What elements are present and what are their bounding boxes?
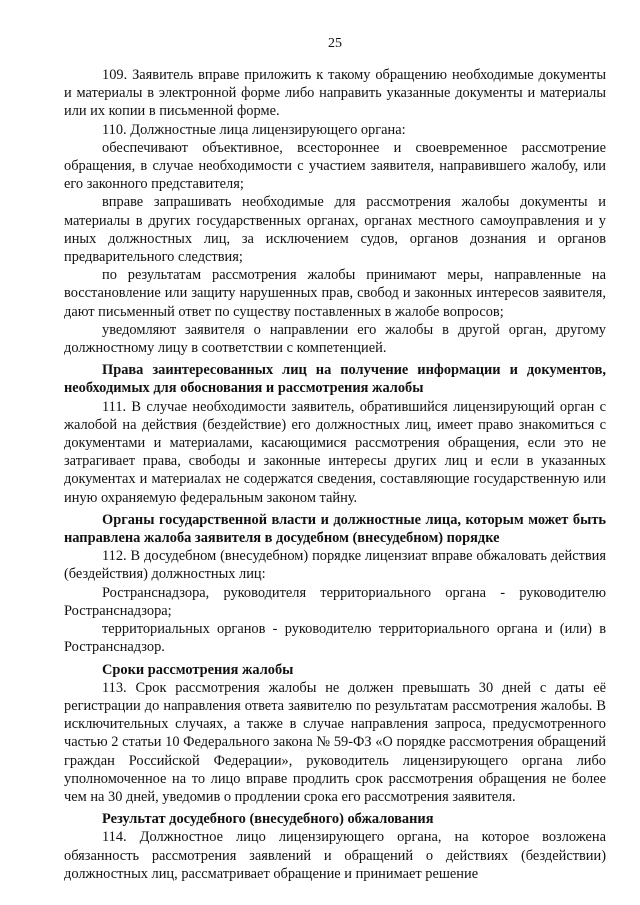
section-heading-result: Результат досудебного (внесудебного) обжалования bbox=[102, 811, 434, 828]
paragraph-110-item-3: по результатам рассмотрения жалобы принимают меры, направленные на восстановление или защиту нарушенных прав, свобод и законных интересов заявителя, дают письменный ответ по существу поставленных в жалобе вопросов; bbox=[64, 267, 606, 320]
paragraph-109: 109. Заявитель вправе приложить к такому обращению необходимые документы и материалы в электронной форме либо направить указанные документы и материалы или их копии в письменной форме. bbox=[64, 67, 606, 120]
section-heading-authorities: Органы государственной власти и должностные лица, которым может быть направлена жалоба заявителя в досудебном (внесудебном) порядке bbox=[64, 511, 606, 547]
paragraph-114: 114. Должностное лицо лицензирующего органа, на которое возложена обязанность рассмотрения заявлений и обращений о действиях (бездействии) должностных лиц, рассматривает обращение и принимает решение bbox=[64, 829, 606, 882]
paragraph-111: 111. В случае необходимости заявитель, обратившийся лицензирующий орган с жалобой на действия (бездействие) его должностных лиц, имеет право знакомиться с документами и материалами, касающимися рассмотрения обращения, если это не затрагивает права, свободы и законные интересы других лиц и если в указанных документах и материалах не содержатся сведения, составляющие государственную или иную охраняемую федеральным законом тайну. bbox=[64, 398, 606, 506]
paragraph-110: 110. Должностные лица лицензирующего органа: bbox=[102, 121, 406, 138]
document-body bbox=[64, 66, 606, 883]
paragraph-110-item-2: вправе запрашивать необходимые для рассмотрения жалобы документы и материалы в других государственных органах, органах местного самоуправления и у иных должностных лиц, за исключением судов, органов дознания и органов предварительного следствия; bbox=[64, 194, 606, 266]
paragraph-112-item-2: территориальных органов - руководителю территориального органа и (или) в Ространснадзор. bbox=[64, 621, 606, 656]
section-heading-rights: Права заинтересованных лиц на получение информации и документов, необходимых для обоснования и рассмотрения жалобы bbox=[64, 362, 606, 397]
paragraph-112-item-1: Ространснадзора, руководителя территориального органа - руководителю Ространснадзора; bbox=[64, 584, 606, 619]
paragraph-113: 113. Срок рассмотрения жалобы не должен превышать 30 дней с даты её регистрации до направления ответа заявителю по результатам рассмотрения жалобы. В исключительных случаях, а также в случае направления запроса, предусмотренного частью 2 статьи 10 Федерального закона № 59-ФЗ «О порядке рассмотрения обращений граждан Российской Федерации», руководитель лицензирующего органа либо уполномоченное на то лицо вправе продлить срок рассмотрения обращения не более чем на 30 дней, уведомив о продлении срока его рассмотрения заявителя. bbox=[64, 679, 606, 805]
paragraph-110-item-4: уведомляют заявителя о направлении его жалобы в другой орган, другому должностному лицу в соответствии с компетенцией. bbox=[64, 321, 606, 357]
page-number: 25 bbox=[328, 36, 342, 51]
paragraph-110-item-1: обеспечивают объективное, всестороннее и своевременное рассмотрение обращения, в случае необходимости с участием заявителя, направившего жалобу, или его законного представителя; bbox=[64, 139, 606, 193]
section-heading-terms: Сроки рассмотрения жалобы bbox=[102, 661, 294, 678]
paragraph-112: 112. В досудебном (внесудебном) порядке лицензиат вправе обжаловать действия (бездействия) должностных лиц: bbox=[64, 548, 606, 583]
